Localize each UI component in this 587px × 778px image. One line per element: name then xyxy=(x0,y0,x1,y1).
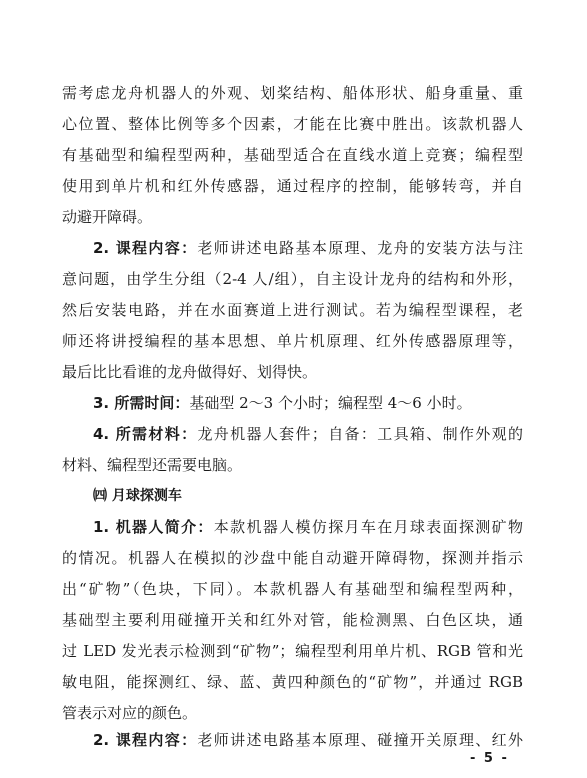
paragraph-line: 敏电阻，能探测红、绿、蓝、黄四种颜色的“矿物”，并通过 RGB xyxy=(62,673,523,691)
paragraph-line: 需考虑龙舟机器人的外观、划桨结构、船体形状、船身重量、重 xyxy=(62,84,523,102)
paragraph-line: 有基础型和编程型两种，基础型适合在直线水道上竞赛；编程型 xyxy=(62,146,523,164)
materials-text: 龙舟机器人套件；自备：工具箱、制作外观的 xyxy=(197,425,523,443)
paragraph-line: 的情况。机器人在模拟的沙盘中能自动避开障碍物，探测并指示 xyxy=(62,549,523,567)
course-content-heading: 2. 课程内容： xyxy=(93,239,198,257)
paragraph-line: 动避开障碍。 xyxy=(62,208,153,226)
paragraph-line: 意问题，由学生分组（2-4 人/组），自主设计龙舟的结构和外形， xyxy=(62,270,523,288)
time-required-heading: 3. 所需时间： xyxy=(93,394,190,412)
paragraph-line: 最后比比看谁的龙舟做得好、划得快。 xyxy=(62,363,318,381)
materials-heading: 4. 所需材料： xyxy=(93,425,198,443)
paragraph-line: 心位置、整体比例等多个因素，才能在比赛中胜出。该款机器人 xyxy=(62,115,523,133)
paragraph-line: 出“矿物”（色块，下同）。本款机器人有基础型和编程型两种， xyxy=(62,580,523,598)
course-content-text: 老师讲述电路基本原理、龙舟的安装方法与注 xyxy=(197,239,523,257)
time-required-text: 基础型 2～3 个小时；编程型 4～6 小时。 xyxy=(189,394,472,412)
materials-first-line xyxy=(93,424,523,444)
section-heading: ㈣ 月球探测车 xyxy=(93,488,182,504)
course-content-2-text: 老师讲述电路基本原理、碰撞开关原理、红外 xyxy=(197,731,523,749)
paragraph-line: 管表示对应的颜色。 xyxy=(62,704,198,722)
course-content-2-heading: 2. 课程内容： xyxy=(93,731,198,749)
page-number: - 5 - xyxy=(470,751,509,766)
paragraph-line: 使用到单片机和红外传感器，通过程序的控制，能够转弯，并自 xyxy=(62,177,523,195)
paragraph-line: 师还将讲授编程的基本思想、单片机原理、红外传感器原理等， xyxy=(62,332,523,350)
course-content-first-line xyxy=(93,238,523,258)
course-content-2-line xyxy=(93,730,523,750)
time-required-line xyxy=(93,393,472,413)
paragraph-line: 过 LED 发光表示检测到“矿物”；编程型利用单片机、RGB 管和光 xyxy=(62,642,523,660)
paragraph-line: 材料、编程型还需要电脑。 xyxy=(62,456,243,474)
paragraph-line: 基础型主要利用碰撞开关和红外对管，能检测黑、白色区块，通 xyxy=(62,611,523,629)
robot-intro-heading: 1. 机器人简介： xyxy=(93,518,214,536)
robot-intro-first-line xyxy=(93,517,523,537)
robot-intro-text: 本款机器人模仿探月车在月球表面探测矿物 xyxy=(213,518,523,536)
paragraph-line: 然后安装电路，并在水面赛道上进行测试。若为编程型课程，老 xyxy=(62,301,523,319)
